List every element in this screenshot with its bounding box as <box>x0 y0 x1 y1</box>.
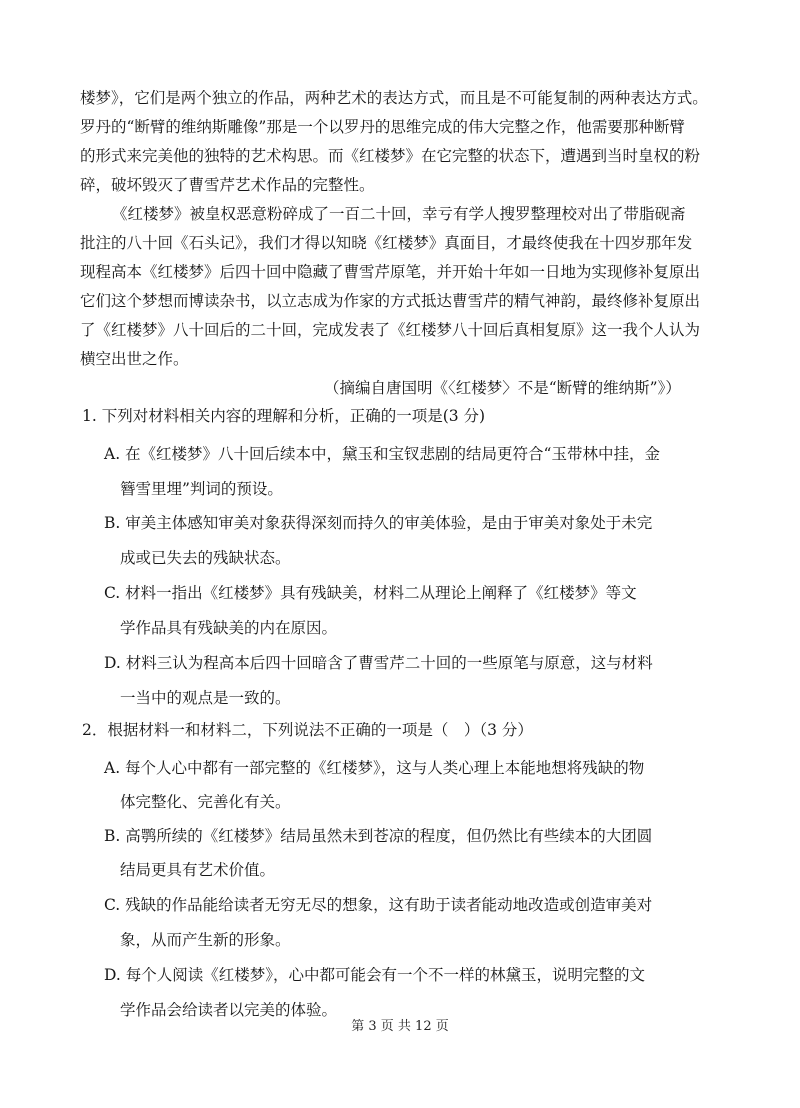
option-d-line-2: 学作品会给读者以完美的体验。 <box>120 1001 338 1019</box>
page-number-footer: 第 3 页 共 12 页 <box>351 1019 449 1034</box>
question-stem: 1. 下列对材料相关内容的理解和分析，正确的一项是(3 分) <box>82 407 486 425</box>
option-b-line-1: B. 高鹗所续的《红楼梦》结局虽然未到苍凉的程度，但仍然比有些续本的大团圆 <box>104 827 653 845</box>
option-b-line-1: B. 审美主体感知审美对象获得深刻而持久的审美体验，是由于审美对象处于未完 <box>104 514 653 532</box>
passage-line: 现程高本《红楼梦》后四十回中隐藏了曹雪芹原笔，并开始十年如一日地为实现修补复原出 <box>80 263 701 281</box>
question-stem: 2．根据材料一和材料二，下列说法不正确的一项是（ ）（3 分） <box>82 721 533 739</box>
option-b-line-2: 成或已失去的残缺状态。 <box>120 549 291 567</box>
passage-line: 楼梦》，它们是两个独立的作品，两种艺术的表达方式，而且是不可能复制的两种表达方式。 <box>80 89 708 107</box>
option-c-line-1: C. 残缺的作品能给读者无穷无尽的想象，这有助于读者能动地改造或创造审美对 <box>104 896 653 914</box>
option-d-line-1: D. 材料三认为程高本后四十回暗含了曹雪芹二十回的一些原笔与原意，这与材料 <box>104 654 653 672</box>
option-d-line-2: 一当中的观点是一致的。 <box>120 689 291 707</box>
passage-line: 了《红楼梦》八十回后的二十回，完成发表了《红楼梦八十回后真相复原》这一我个人认为 <box>80 321 701 339</box>
option-d-line-1: D. 每个人阅读《红楼梦》，心中都可能会有一个不一样的林黛玉，说明完整的文 <box>104 966 645 984</box>
option-c-line-2: 象，从而产生新的形象。 <box>120 931 291 949</box>
option-a-line-1: A. 每个人心中都有一部完整的《红楼梦》，这与人类心理上本能地想将残缺的物 <box>104 759 645 777</box>
option-a-line-2: 簪雪里埋”判词的预设。 <box>120 480 283 498</box>
option-c-line-1: C. 材料一指出《红楼梦》具有残缺美，材料二从理论上阐释了《红楼梦》等文 <box>104 584 637 602</box>
passage-line: 它们这个梦想而博读杂书，以立志成为作家的方式抵达曹雪芹的精气神韵，最终修补复原出 <box>80 292 701 310</box>
passage-line: 的形式来完美他的独特的艺术构思。而《红楼梦》在它完整的状态下，遭遇到当时皇权的粉 <box>80 147 701 165</box>
passage-line: 罗丹的“断臂的维纳斯雕像”那是一个以罗丹的思维完成的伟大完整之作，他需要那种断臂 <box>80 118 685 136</box>
option-a-line-1: A. 在《红楼梦》八十回后续本中，黛玉和宝钗悲剧的结局更符合“玉带林中挂，金 <box>104 445 660 463</box>
option-b-line-2: 结局更具有艺术价值。 <box>120 861 276 879</box>
passage-line: 碎，破坏毁灭了曹雪芹艺术作品的完整性。 <box>80 176 375 194</box>
passage-source: （摘编自唐国明《〈红楼梦〉不是“断臂的维纳斯”》） <box>324 379 681 397</box>
option-a-line-2: 体完整化、完善化有关。 <box>120 793 291 811</box>
passage-line: 横空出世之作。 <box>80 350 189 368</box>
option-c-line-2: 学作品具有残缺美的内在原因。 <box>120 619 338 637</box>
passage-line: 《红楼梦》被皇权恶意粉碎成了一百二十回，幸亏有学人搜罗整理校对出了带脂砚斋 <box>112 205 686 223</box>
passage-line: 批注的八十回《石头记》，我们才得以知晓《红楼梦》真面目，才最终使我在十四岁那年发 <box>80 234 693 252</box>
